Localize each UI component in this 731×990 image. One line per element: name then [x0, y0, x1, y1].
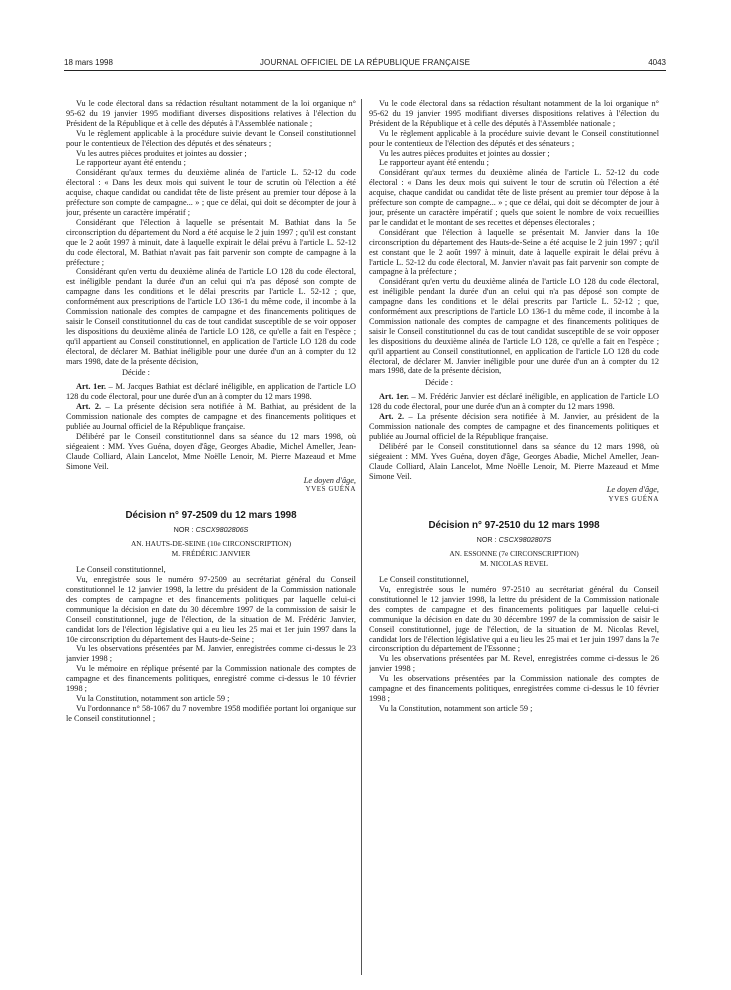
paragraph: Vu les autres pièces produites et jointes au dossier ;	[379, 148, 550, 158]
page-number: 4043	[648, 58, 666, 67]
article-label: Art. 2.	[76, 402, 102, 412]
paragraph: Considérant qu'en vertu du deuxième alinéa de l'article LO 128 du code électoral, est inéligible pendant la durée d'un an celui qui n'a pas déposé son compte de campagne dans les conditions et le délai prescrits par l'article L. 52-12 ; que, conformément aux prescriptions de l'article LO 136-1 du même code, il incombe à la Commission nationale des comptes de campagne et des financements politiques de saisir le Conseil constitutionnel du cas de tout candidat susceptible de se voir opposer les dispositions du deuxième alinéa de l'article LO 128, ce qu'elle a fait en l'espèce ; qu'il appartient au Conseil constitutionnel, en application de l'article LO 128 du code électoral, de déclarer M. Janvier inéligible pour une durée d'un an à compter du 12 mars 1998, date de la présente décision,	[369, 277, 659, 376]
paragraph: Vu la Constitution, notamment son article 59 ;	[76, 693, 230, 703]
paragraph: Le rapporteur ayant été entendu ;	[379, 158, 489, 168]
nor-label: NOR :	[476, 535, 499, 545]
paragraph: Considérant qu'aux termes du deuxième alinéa de l'article L. 52-12 du code électoral : « Dans les deux mois qui suivent le tour de scrutin où l'élection a été acquise, chaque candidat ou candidat tête de liste présent au premier tour dépose à la préfecture son compte de campagne... » ; que ce délai, qui doit se décompter de jour à jour, présente un caractère impératif ; quels que soient le nombre de voix recueillies par le candidat et le montant de ses recettes et dépenses électorales ;	[369, 168, 659, 227]
right-column	[369, 99, 659, 979]
deliberation: Délibéré par le Conseil constitutionnel dans sa séance du 12 mars 1998, où siégeaient : MM. Yves Guéna, doyen d'âge, Georges Abadie, Michel Ameller, Jean-Claude Colliard, Alain Lancelot, Mme Noëlle Lenoir, M. Pierre Mazeaud et Mme Simone Veil.	[369, 441, 659, 481]
paragraph: Considérant que l'élection à laquelle se présentait M. Janvier dans la 10e circonscription du département des Hauts-de-Seine a été acquise le 2 juin 1997 ; qu'il est constant que le 2 août 1997 à minuit, date à laquelle expirait le délai prévu à l'article L. 52-12 du code électoral, M. Janvier n'avait pas fait parvenir son compte de campagne à la préfecture ;	[369, 227, 659, 277]
paragraph: Considérant qu'aux termes du deuxième alinéa de l'article L. 52-12 du code électoral : « Dans les deux mois qui suivent le tour de scrutin où l'élection a été acquise, chaque candidat ou candidat tête de liste présent au premier tour dépose à la préfecture son compte de campagne... » ; que ce délai, qui doit se décompter de jour à jour, présente un caractère impératif ;	[66, 168, 356, 217]
column-divider	[361, 99, 362, 975]
article-label: Art. 1er.	[76, 382, 106, 392]
article-2	[66, 402, 356, 432]
paragraph: Vu le code électoral dans sa rédaction résultant notamment de la loi organique n° 95-62 du 19 janvier 1995 modifiant diverses dispositions relatives à l'élection du Président de la République et à celle des députés à l'Assemblée nationale ;	[66, 99, 356, 128]
paragraph: Vu le règlement applicable à la procédure suivie devant le Conseil constitutionnel pour le contentieux de l'élection des députés et des sénateurs ;	[66, 128, 356, 148]
paragraph: Vu les autres pièces produites et jointes au dossier ;	[76, 148, 247, 158]
paragraph: Vu la Constitution, notamment son article 59 ;	[379, 703, 533, 713]
decision-title: Décision n° 97-2510 du 12 mars 1998	[428, 520, 600, 532]
nor-code: CSCX9802806S	[195, 525, 249, 535]
decide-heading: Décide :	[425, 378, 453, 388]
paragraph: Considérant qu'en vertu du deuxième alinéa de l'article LO 128 du code électoral, est inéligible pendant la durée d'un an celui qui n'a pas déposé son compte de campagne dans les conditions et le délai prescrits par l'article L. 52-12 ; que, conformément aux prescriptions de l'article LO 136-1 du même code, il incombe à la Commission nationale des comptes de campagne et des financements politiques de saisir le Conseil constitutionnel du cas de tout candidat susceptible de se voir opposer les dispositions du deuxième alinéa de l'article LO 128, ce qu'elle a fait en l'espèce ; qu'il appartient au Conseil constitutionnel, en application de l'article LO 128 du code électoral, de déclarer M. Bathiat inéligible pour une durée d'un an à compter du 12 mars 1998, date de la présente décision,	[66, 267, 356, 366]
article-label: Art. 1er.	[379, 392, 409, 402]
decision-title: Décision n° 97-2509 du 12 mars 1998	[125, 510, 297, 522]
candidate-name: M. FRÉDÉRIC JANVIER	[171, 549, 251, 559]
article-text: – M. Jacques Bathiat est déclaré inéligible, en application de l'article LO 128 du code électoral, pour une durée d'un an à compter du 12 mars 1998.	[66, 382, 356, 402]
article-2	[369, 412, 659, 442]
paragraph: Vu, enregistrée sous le numéro 97-2509 au secrétariat général du Conseil constitutionnel le 12 janvier 1998, la lettre du président de la Commission nationale des comptes de campagne et des financements politiques par laquelle celui-ci communique la décision en date du 30 décembre 1997 de la commission de saisir le Conseil constitutionnel, juge de l'élection, de la situation de M. Frédéric Janvier, candidat lors de l'élection législative qui a eu lieu les 25 mai et 1er juin 1997 dans la 10e circonscription du département des Hauts-de-Seine ;	[66, 575, 356, 644]
header-rule	[64, 70, 666, 71]
signature-title: Le doyen d'âge,	[606, 485, 659, 495]
paragraph: Vu le code électoral dans sa rédaction résultant notamment de la loi organique n° 95-62 du 19 janvier 1995 modifiant diverses dispositions relatives à l'élection du Président de la République et à celle des députés à l'Assemblée nationale ;	[369, 99, 659, 128]
nor-reference	[369, 535, 659, 545]
deliberation: Délibéré par le Conseil constitutionnel dans sa séance du 12 mars 1998, où siégeaient : MM. Yves Guéna, doyen d'âge, Georges Abadie, Michel Ameller, Jean-Claude Colliard, Alain Lancelot, Mme Noëlle Lenoir, M. Pierre Mazeaud et Mme Simone Veil.	[66, 431, 356, 471]
nor-code: CSCX9802807S	[498, 535, 552, 545]
paragraph: Vu le mémoire en réplique présenté par la Commission nationale des comptes de campagne et des financements politiques, enregistré comme ci-dessus le 10 février 1998 ;	[66, 664, 356, 694]
article-text: – M. Frédéric Janvier est déclaré inéligible, en application de l'article LO 128 du code électoral, pour une durée d'un an à compter du 12 mars 1998.	[369, 392, 659, 412]
nor-label: NOR :	[173, 525, 196, 535]
decide-heading: Décide :	[122, 368, 150, 378]
nor-reference	[66, 525, 356, 535]
paragraph: Vu les observations présentées par la Commission nationale des comptes de campagne et des financements politiques, enregistrées comme ci-dessus le 10 février 1998 ;	[369, 674, 659, 703]
paragraph: Le Conseil constitutionnel,	[379, 575, 469, 585]
paragraph: Vu l'ordonnance n° 58-1067 du 7 novembre 1958 modifiée portant loi organique sur le Conseil constitutionnel ;	[66, 703, 356, 723]
constituency: AN. HAUTS-DE-SEINE (10e CIRCONSCRIPTION)	[130, 539, 292, 549]
paragraph: Vu les observations présentées par M. Revel, enregistrées comme ci-dessus le 26 janvier 1998 ;	[369, 654, 659, 674]
signature-title: Le doyen d'âge,	[303, 475, 356, 485]
article-text: – La présente décision sera notifiée à M. Janvier, au président de la Commission nationale des comptes de campagne et des financements politiques et publiée au Journal officiel de la République française.	[369, 412, 659, 441]
article-text: – La présente décision sera notifiée à M. Bathiat, au président de la Commission nationale des comptes de campagne et des financements politiques et publiée au Journal officiel de la République française.	[66, 402, 356, 431]
paragraph: Vu les observations présentées par M. Janvier, enregistrées comme ci-dessus le 23 janvier 1998 ;	[66, 644, 356, 664]
paragraph: Vu, enregistrée sous le numéro 97-2510 au secrétariat général du Conseil constitutionnel le 12 janvier 1998, la lettre du président de la Commission nationale des comptes de campagne et des financements politiques par laquelle celui-ci communique la décision en date du 30 décembre 1997 de la commission de saisir le Conseil constitutionnel, juge de l'élection, de la situation de M. Nicolas Revel, candidat lors de l'élection législative qui a eu lieu les 25 mai et 1er juin 1997 dans la 7e circonscription du département de l'Essonne ;	[369, 584, 659, 654]
paragraph: Vu le règlement applicable à la procédure suivie devant le Conseil constitutionnel pour le contentieux de l'élection des députés et des sénateurs ;	[369, 128, 659, 148]
article-1	[369, 392, 659, 412]
paragraph: Considérant que l'élection à laquelle se présentait M. Bathiat dans la 5e circonscription du département du Nord a été acquise le 2 juin 1997 ; qu'il est constant que le 2 août 1997 à minuit, date à laquelle expirait le délai prévu à l'article L. 52-12 du code électoral, M. Bathiat n'avait pas fait parvenir son compte de campagne à la préfecture ;	[66, 217, 356, 267]
paragraph: Le Conseil constitutionnel,	[76, 565, 166, 575]
signature-name: YVES GUÉNA	[305, 485, 356, 494]
header-date: 18 mars 1998	[64, 58, 113, 67]
paragraph: Le rapporteur ayant été entendu ;	[76, 158, 186, 168]
journal-title: JOURNAL OFFICIEL DE LA RÉPUBLIQUE FRANÇAISE	[259, 58, 471, 67]
article-1	[66, 382, 356, 402]
signature-name: YVES GUÉNA	[608, 495, 659, 504]
candidate-name: M. NICOLAS REVEL	[480, 559, 548, 569]
constituency: AN. ESSONNE (7e CIRCONSCRIPTION)	[449, 549, 579, 559]
article-label: Art. 2.	[379, 412, 405, 422]
left-column	[66, 99, 356, 979]
